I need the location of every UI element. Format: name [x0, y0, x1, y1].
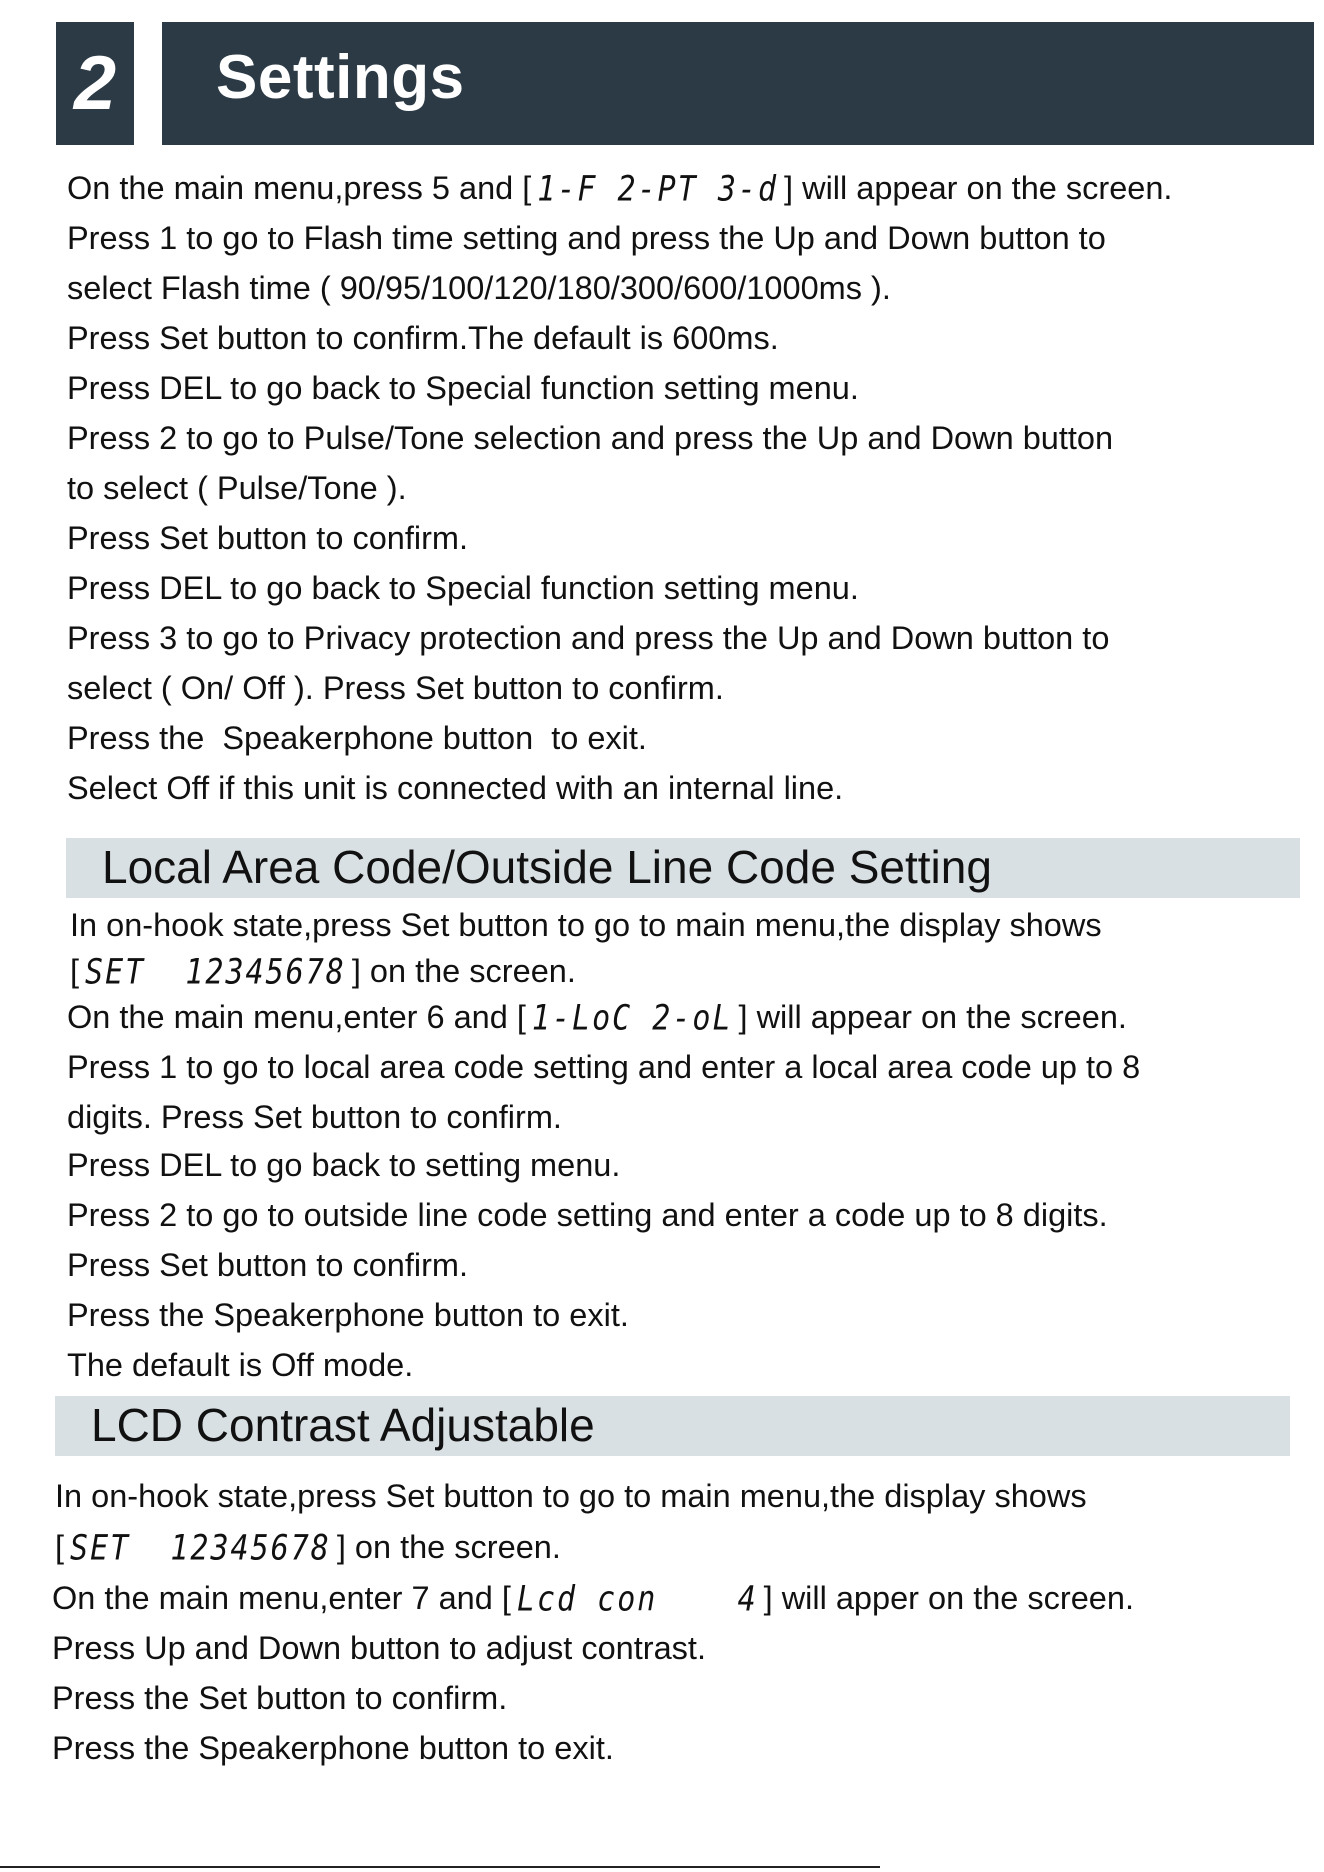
s1-line-8: Press Set button to confirm.: [67, 520, 469, 556]
s1-line-2: Press 1 to go to Flash time setting and press the Up and Down button to: [67, 220, 1106, 256]
s3-line-6: Press the Speakerphone button to exit.: [52, 1730, 614, 1766]
s3-line-3: [52, 1578, 1134, 1620]
s1-line-13: Select Off if this unit is connected with an internal line.: [67, 770, 844, 806]
s3-line-1: In on-hook state,press Set button to go to main menu,the display shows: [55, 1478, 1087, 1514]
lcd-display-set: SET 12345678: [70, 1528, 331, 1569]
s3-line-2: [55, 1527, 561, 1569]
s1-line-7: to select ( Pulse/Tone ).: [67, 470, 407, 506]
s1-line-10: Press 3 to go to Privacy protection and press the Up and Down button to: [67, 620, 1110, 656]
s1-line-1-text-a: On the main menu,press 5 and [: [67, 170, 532, 206]
s2-line-5: digits. Press Set button to confirm.: [67, 1099, 562, 1135]
s2-line-4: Press 1 to go to local area code setting and enter a local area code up to 8: [67, 1049, 1141, 1085]
s3-line-2-text-a: [: [55, 1529, 65, 1565]
s2-line-2-text-a: [: [70, 953, 80, 989]
s3-line-2-text-b: ] on the screen.: [336, 1529, 561, 1565]
s2-line-3: [67, 997, 1127, 1039]
s2-line-8: Press Set button to confirm.: [67, 1247, 469, 1283]
s1-line-9: Press DEL to go back to Special function setting menu.: [67, 570, 859, 606]
s2-line-6: Press DEL to go back to setting menu.: [67, 1147, 621, 1183]
s1-line-1: [67, 168, 1172, 210]
s3-line-4: Press Up and Down button to adjust contrast.: [52, 1630, 706, 1666]
lcd-display-set: SET 12345678: [85, 952, 346, 993]
s2-line-3-text-a: On the main menu,enter 6 and [: [67, 999, 526, 1035]
lcd-display-special-menu: 1-F 2-PT 3-d: [537, 169, 779, 210]
s1-line-4: Press Set button to confirm.The default is 600ms.: [67, 320, 779, 356]
s2-line-9: Press the Speakerphone button to exit.: [67, 1297, 629, 1333]
section-number: 2: [56, 22, 134, 145]
s2-line-2: [70, 951, 576, 993]
s3-line-3-text-b: ] will apper on the screen.: [763, 1580, 1134, 1616]
s1-line-3: select Flash time ( 90/95/100/120/180/300/600/1000ms ).: [67, 270, 891, 306]
lcd-display-contrast: Lcd con 4: [516, 1579, 758, 1620]
s2-line-7: Press 2 to go to outside line code setting and enter a code up to 8 digits.: [67, 1197, 1108, 1233]
section-heading-lcd-contrast: LCD Contrast Adjustable: [91, 1399, 595, 1451]
title-bar: [162, 22, 1314, 145]
bottom-divider: [0, 1866, 880, 1868]
s2-line-10: The default is Off mode.: [67, 1347, 414, 1383]
section-heading-local-area: Local Area Code/Outside Line Code Setting: [102, 841, 992, 893]
s3-line-5: Press the Set button to confirm.: [52, 1680, 508, 1716]
s1-line-1-text-b: ] will appear on the screen.: [784, 170, 1173, 206]
s2-line-2-text-b: ] on the screen.: [351, 953, 576, 989]
section-heading-bar-local-area: [66, 838, 1300, 898]
s1-line-12: Press the Speakerphone button to exit.: [67, 720, 647, 756]
s1-line-5: Press DEL to go back to Special function setting menu.: [67, 370, 859, 406]
lcd-display-code-menu: 1-LoC 2-oL: [531, 998, 733, 1039]
s2-line-1: In on-hook state,press Set button to go to main menu,the display shows: [70, 907, 1102, 943]
section-heading-bar-lcd-contrast: [55, 1396, 1290, 1456]
s1-line-11: select ( On/ Off ). Press Set button to confirm.: [67, 670, 724, 706]
s1-line-6: Press 2 to go to Pulse/Tone selection and press the Up and Down button: [67, 420, 1114, 456]
s2-line-3-text-b: ] will appear on the screen.: [738, 999, 1127, 1035]
s3-line-3-text-a: On the main menu,enter 7 and [: [52, 1580, 511, 1616]
page-title: Settings: [216, 43, 465, 112]
